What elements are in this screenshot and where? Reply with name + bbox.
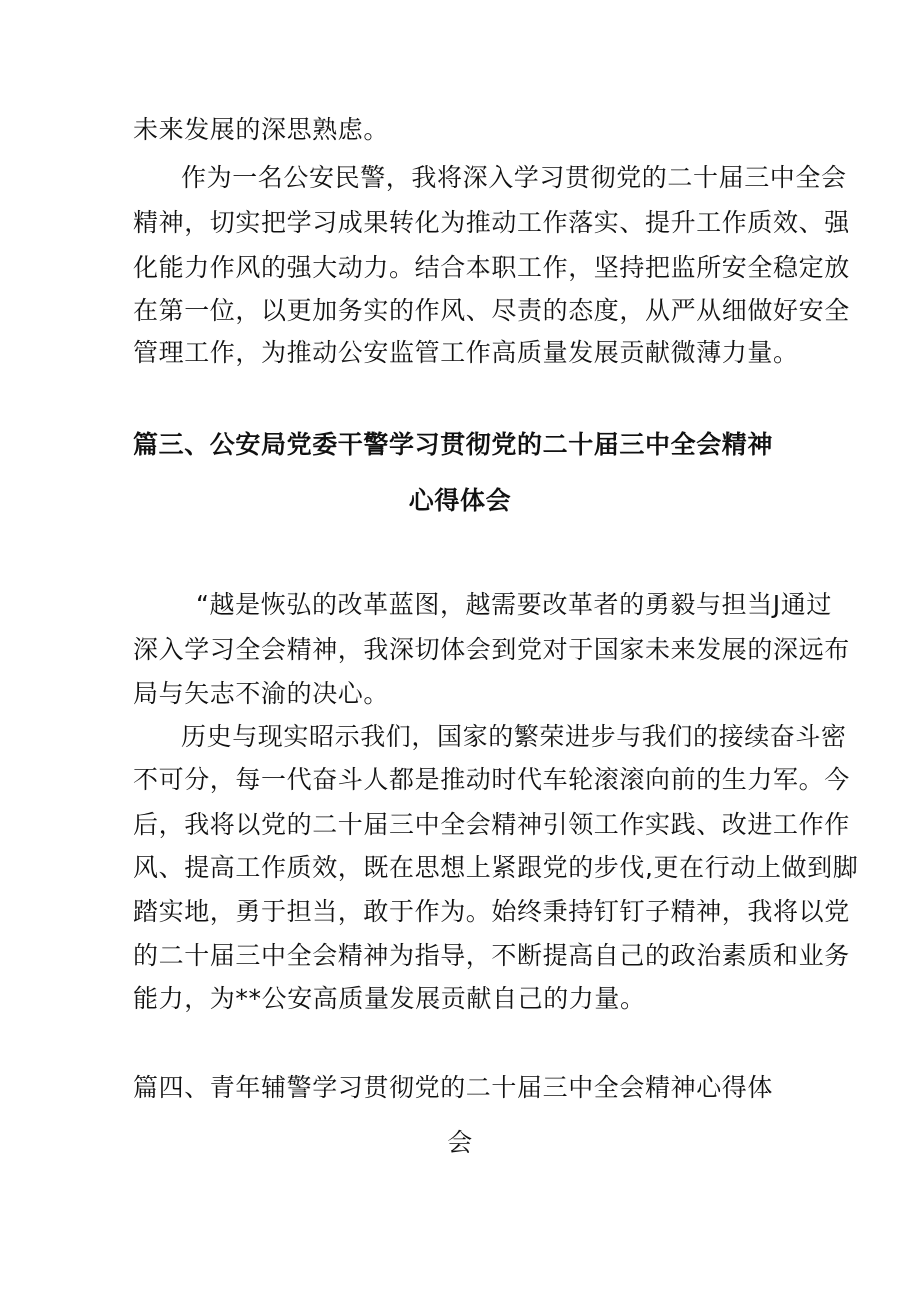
para2-line-1: “越是恢弘的改革蓝图，越需要改革者的勇毅与担当J通过: [196, 590, 832, 619]
para3-line-7: 能力，为**公安高质量发展贡献自己的力量。: [133, 984, 646, 1013]
para1-line-4: 在第一位，以更加务实的作风、尽责的态度，从严从细做好安全: [133, 296, 850, 325]
para1-line-2: 精神，切实把学习成果转化为推动工作落实、提升工作质效、强: [133, 208, 850, 237]
para3-line-6: 的二十届三中全会精神为指导，不断提高自己的政治素质和业务: [133, 941, 850, 970]
para3-line-4: 风、提高工作质效，既在思想上紧跟党的步伐,更在行动上做到脚: [133, 853, 859, 882]
para1-line-3: 化能力作风的强大动力。结合本职工作，坚持把监所安全稳定放: [133, 253, 850, 282]
para3-line-1: 历史与现实昭示我们，国家的繁荣进步与我们的接续奋斗密: [181, 722, 847, 751]
section3-title-line-1: 篇三、公安局党委干警学习贯彻党的二十届三中全会精神: [133, 430, 774, 459]
para1-line-5: 管理工作，为推动公安监管工作高质量发展贡献微薄力量。: [133, 338, 799, 367]
para1-line-1: 作为一名公安民警，我将深入学习贯彻党的二十届三中全会: [181, 163, 847, 192]
para3-line-2: 不可分，每一代奋斗人都是推动时代车轮滚滚向前的生力军。今: [133, 765, 850, 794]
section3-title-line-2: 心得体会: [408, 486, 512, 515]
paragraph-tail: 未来发展的深思熟虑。: [133, 115, 390, 144]
para2-line-2: 深入学习全会精神，我深切体会到党对于国家未来发展的深远布: [133, 635, 850, 664]
para2-line-3: 局与矢志不渝的决心。: [133, 679, 390, 708]
section4-title-line-2: 会: [447, 1128, 473, 1157]
para3-line-3: 后，我将以党的二十届三中全会精神引领工作实践、改进工作作: [133, 810, 850, 839]
section4-title-line-1: 篇四、青年辅警学习贯彻党的二十届三中全会精神心得体: [133, 1073, 774, 1102]
para3-line-5: 踏实地，勇于担当，敢于作为。始终秉持钉钉子精神，我将以党: [133, 897, 850, 926]
